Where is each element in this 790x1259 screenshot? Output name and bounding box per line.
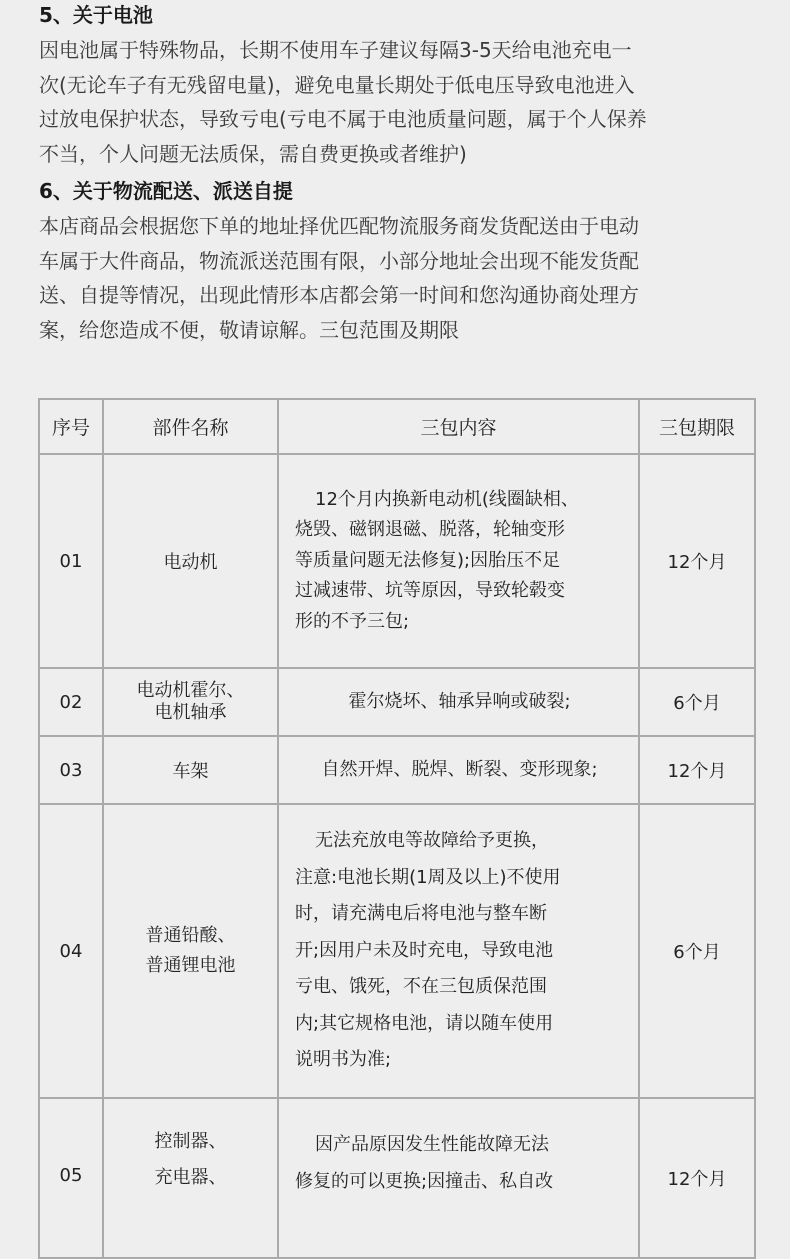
paragraph-line: 次(无论车子有无残留电量)，避免电量长期处于低电压导致电池进入 xyxy=(39,72,635,97)
part-name-line: 车架 xyxy=(172,761,209,782)
row-part-name xyxy=(103,736,278,804)
table-row xyxy=(39,454,755,668)
content-line: 因产品原因发生性能故障无法 xyxy=(315,1134,549,1155)
row-content xyxy=(278,668,639,736)
section-paragraph xyxy=(39,33,759,171)
part-name-line: 普通锂电池 xyxy=(145,955,236,976)
table-row xyxy=(39,736,755,804)
paragraph-line: 本店商品会根据您下单的地址择优匹配物流服务商发货配送由于电动 xyxy=(39,214,639,238)
warranty-table xyxy=(38,398,756,1259)
row-period: 6个月 xyxy=(639,804,755,1098)
content-line: 12个月内换新电动机(线圈缺相、 xyxy=(315,488,579,510)
table-header-row xyxy=(39,399,755,454)
table-row xyxy=(39,1098,755,1258)
content-line: 霍尔烧坏、轴承异响或破裂; xyxy=(348,690,571,712)
row-no: 04 xyxy=(39,804,103,1098)
content-line: 无法充放电等故障给予更换， xyxy=(315,830,549,852)
paragraph-line: 过放电保护状态，导致亏电(亏电不属于电池质量问题，属于个人保养 xyxy=(39,107,647,131)
section-heading: 6、关于物流配送、派送自提 xyxy=(39,179,293,203)
header-no: 序号 xyxy=(39,399,103,454)
content-line: 时，请充满电后将电池与整车断 xyxy=(295,903,547,925)
content-line: 开;因用户未及时充电，导致电池 xyxy=(295,939,554,961)
row-content xyxy=(278,1098,639,1258)
content-line: 烧毁、磁钢退磁、脱落，轮轴变形 xyxy=(295,519,565,541)
part-name-line: 电动机霍尔、 xyxy=(136,680,245,701)
header-content: 三包内容 xyxy=(278,399,639,454)
content-line: 过减速带、坑等原因，导致轮毂变 xyxy=(295,580,565,602)
row-period: 12个月 xyxy=(639,736,755,804)
paragraph-line: 不当，个人问题无法质保，需自费更换或者维护) xyxy=(39,141,467,166)
content-line: 亏电、饿死，不在三包质保范围 xyxy=(295,976,547,998)
row-part-name xyxy=(103,454,278,668)
section-battery xyxy=(39,0,759,171)
content-line: 说明书为准; xyxy=(295,1049,392,1071)
section-heading: 5、关于电池 xyxy=(39,3,153,27)
row-no: 03 xyxy=(39,736,103,804)
content-line: 修复的可以更换;因撞击、私自改 xyxy=(295,1170,554,1192)
content-line: 形的不予三包; xyxy=(295,610,410,632)
paragraph-line: 案，给您造成不便，敬请谅解。三包范围及期限 xyxy=(39,317,459,342)
table-row xyxy=(39,804,755,1098)
row-part-name xyxy=(103,804,278,1098)
row-part-name xyxy=(103,1098,278,1258)
row-period: 12个月 xyxy=(639,454,755,668)
row-period: 6个月 xyxy=(639,668,755,736)
content-line: 等质量问题无法修复);因胎压不足 xyxy=(295,549,561,571)
row-no: 05 xyxy=(39,1098,103,1258)
header-part-name: 部件名称 xyxy=(103,399,278,454)
part-name-line: 电动机 xyxy=(163,552,218,573)
row-content xyxy=(278,454,639,668)
part-name-line: 电机轴承 xyxy=(154,702,227,723)
paragraph-line: 车属于大件商品，物流派送范围有限，小部分地址会出现不能发货配 xyxy=(39,248,639,273)
row-content xyxy=(278,736,639,804)
header-period: 三包期限 xyxy=(639,399,755,454)
content-line: 内;其它规格电池，请以随车使用 xyxy=(295,1012,554,1034)
part-name-line: 充电器、 xyxy=(154,1167,227,1188)
row-no: 02 xyxy=(39,668,103,736)
table-row xyxy=(39,668,755,736)
part-name-line: 普通铅酸、 xyxy=(145,925,236,946)
paragraph-line: 因电池属于特殊物品，长期不使用车子建议每隔3-5天给电池充电一 xyxy=(39,38,632,62)
row-no: 01 xyxy=(39,454,103,668)
content-line: 自然开焊、脱焊、断裂、变形现象; xyxy=(321,758,598,780)
row-part-name xyxy=(103,668,278,736)
part-name-line: 控制器、 xyxy=(154,1131,227,1152)
row-period: 12个月 xyxy=(639,1098,755,1258)
content-line: 注意:电池长期(1周及以上)不使用 xyxy=(295,866,561,888)
section-paragraph xyxy=(39,209,759,347)
row-content xyxy=(278,804,639,1098)
section-logistics xyxy=(39,176,759,347)
paragraph-line: 送、自提等情况，出现此情形本店都会第一时间和您沟通协商处理方 xyxy=(39,283,639,307)
